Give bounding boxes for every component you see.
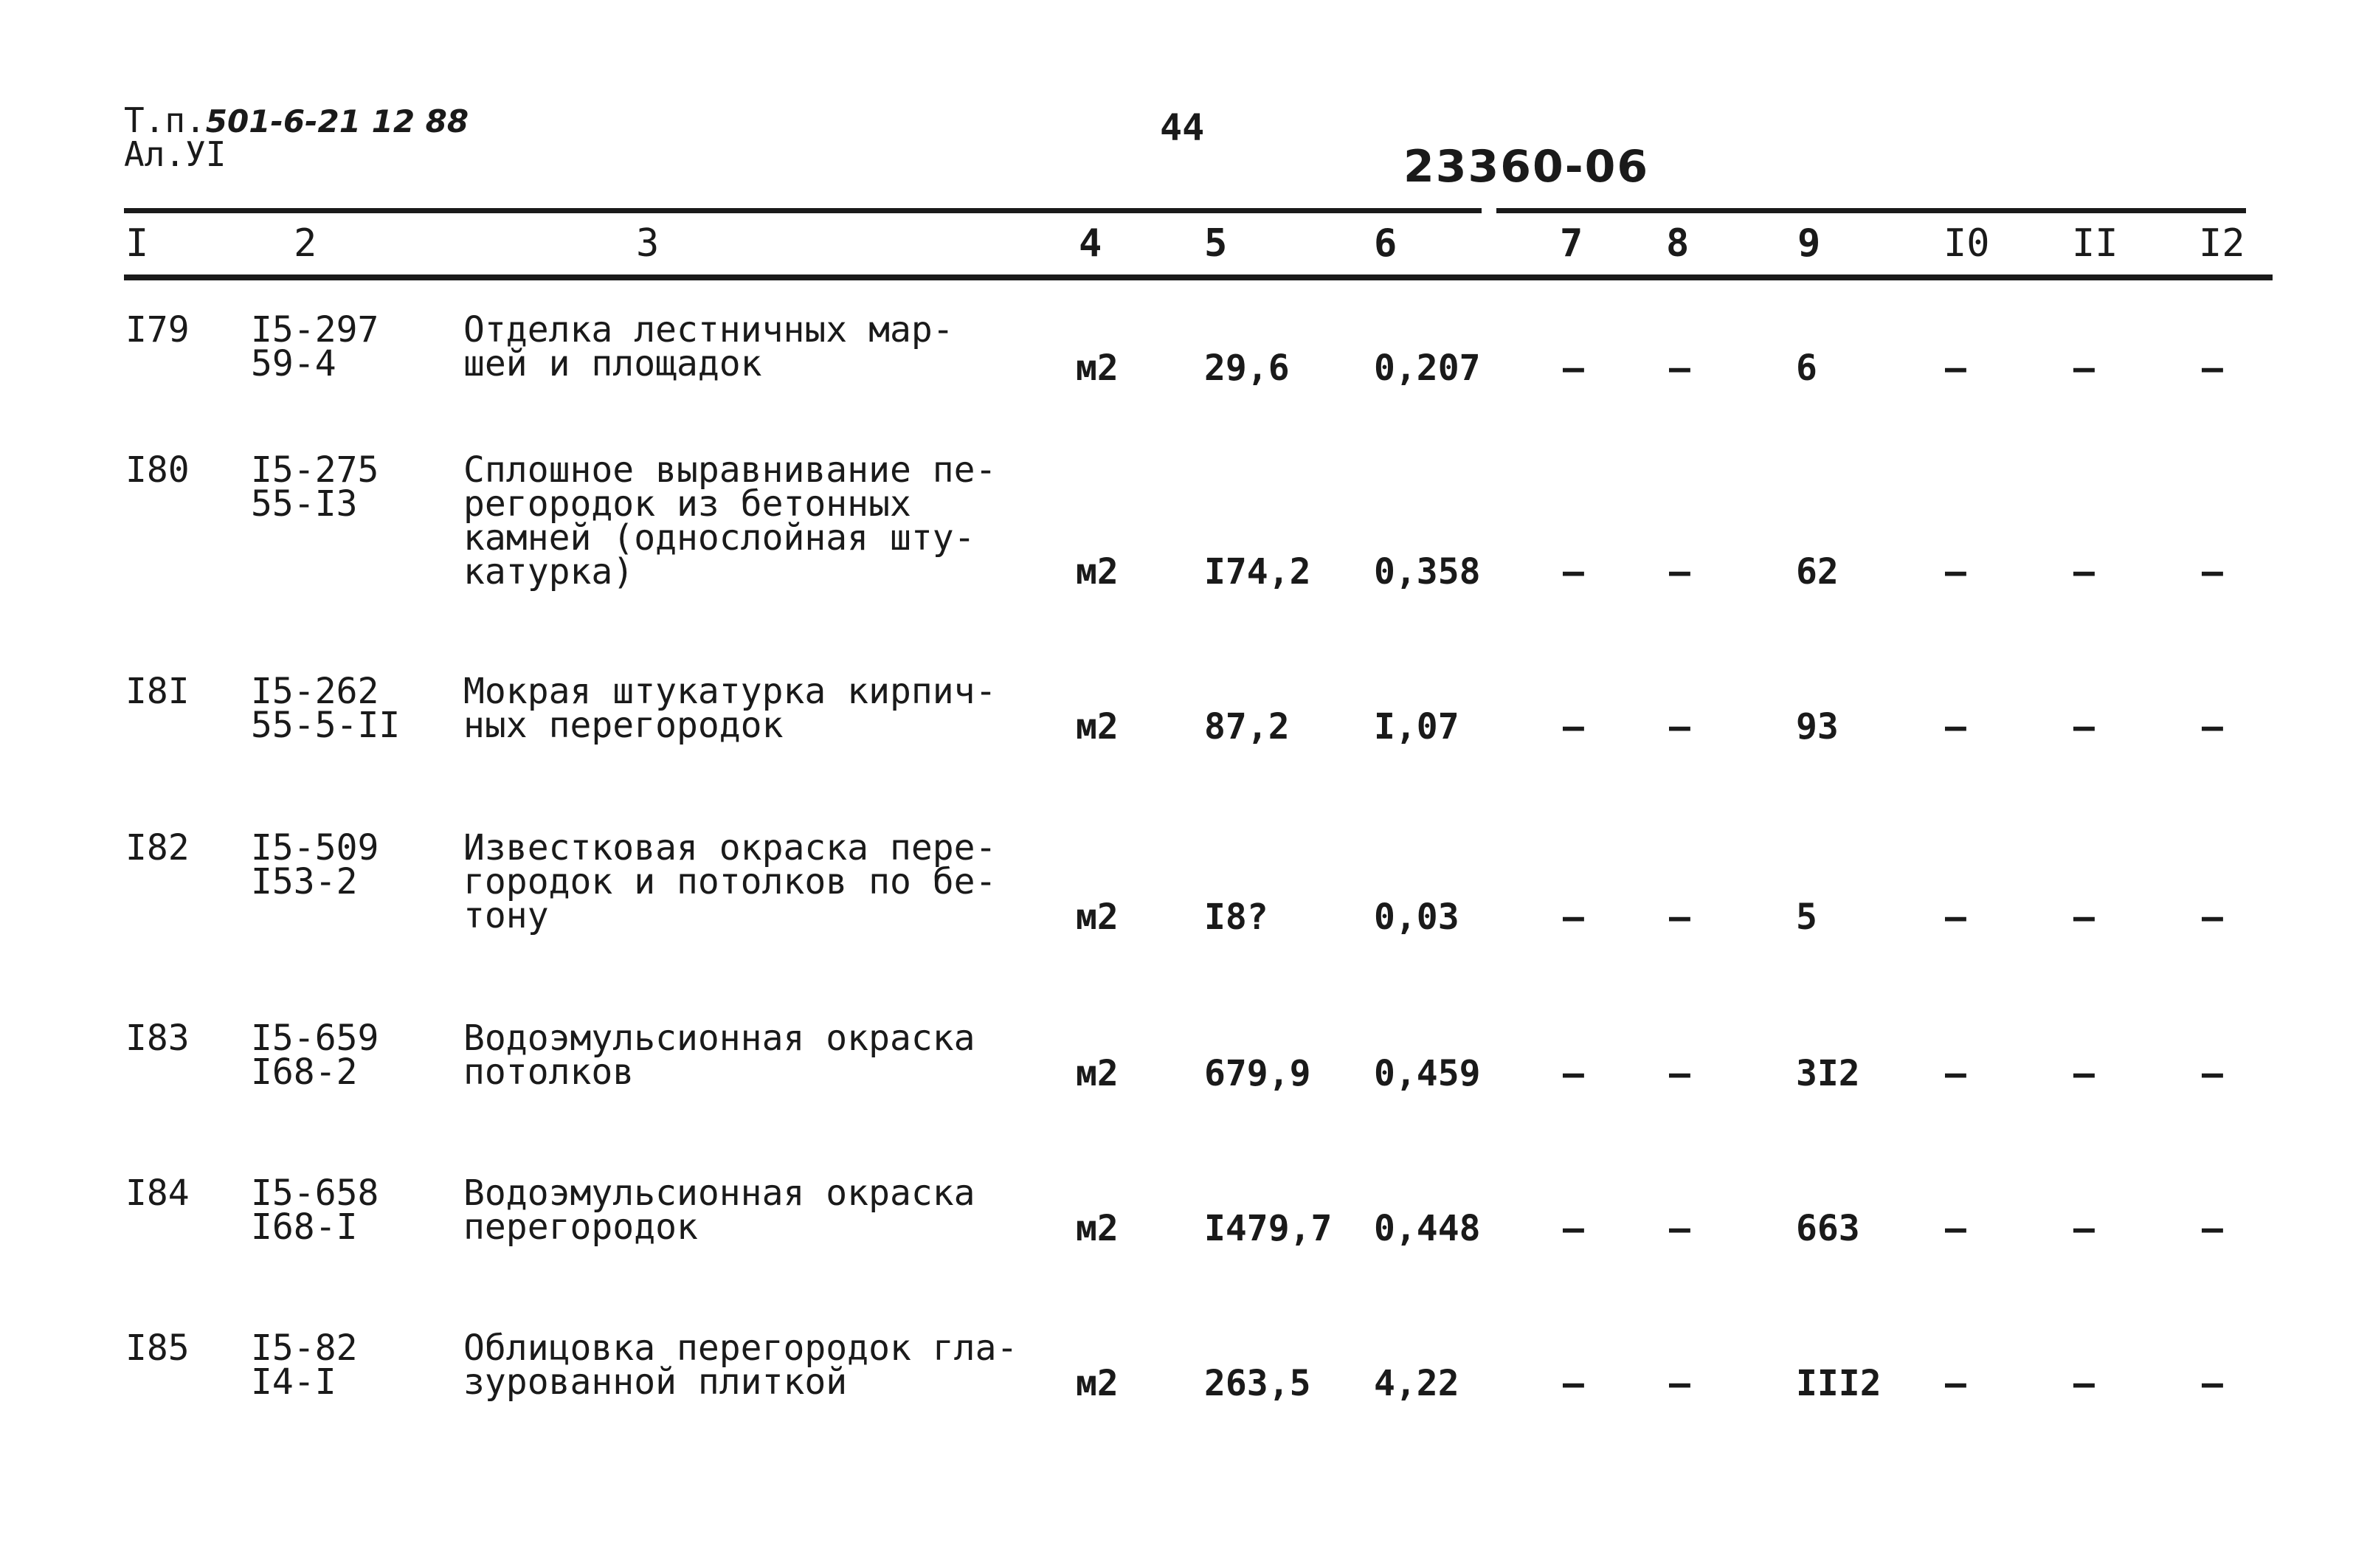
col12-value: – (2202, 1363, 2223, 1404)
col11-value: – (2073, 348, 2095, 389)
col9-value: 3I2 (1796, 1053, 1860, 1094)
col9-value: 5 (1796, 897, 1817, 938)
rate-code: I5-275 (251, 449, 379, 491)
col7-value: – (1563, 1208, 1584, 1249)
page-number: 44 (1160, 106, 1205, 149)
project-reference-label: Т.п. (124, 100, 206, 140)
quantity: I74,2 (1204, 551, 1311, 593)
col9-value: 93 (1796, 706, 1839, 747)
quantity: I8? (1204, 897, 1268, 938)
col7-value: – (1563, 1363, 1584, 1404)
top-rule-right (1496, 208, 2246, 213)
rate: 0,448 (1374, 1208, 1481, 1249)
unit: м2 (1076, 1208, 1119, 1249)
column-header-2: 2 (294, 221, 317, 266)
rate-subcode: 55-I3 (251, 483, 358, 525)
rate-subcode: I68-I (251, 1206, 358, 1248)
quantity: I479,7 (1204, 1208, 1333, 1249)
col9-value: 663 (1796, 1208, 1860, 1249)
col11-value: – (2073, 1208, 2095, 1249)
col9-value: III2 (1796, 1363, 1882, 1404)
quantity: 679,9 (1204, 1053, 1311, 1094)
column-header-8: 8 (1666, 221, 1690, 266)
column-header-9: 9 (1797, 221, 1821, 266)
top-rule-left (124, 208, 1482, 213)
column-header-1: I (125, 221, 149, 266)
column-header-5: 5 (1204, 221, 1228, 266)
unit: м2 (1076, 706, 1119, 747)
col10-value: – (1945, 1208, 1966, 1249)
col8-value: – (1669, 551, 1690, 593)
col10-value: – (1945, 706, 1966, 747)
row-number: I8I (125, 671, 190, 712)
quantity: 263,5 (1204, 1363, 1311, 1404)
rate-code: I5-658 (251, 1172, 379, 1214)
rate-subcode: 59-4 (251, 343, 336, 384)
rate-subcode: I53-2 (251, 861, 358, 902)
col7-value: – (1563, 551, 1584, 593)
rate-subcode: 55-5-II (251, 705, 401, 746)
work-description: Известковая окраска пере- городок и потолков по бе- тону (463, 827, 997, 936)
rate-code: I5-82 (251, 1327, 358, 1369)
quantity: 87,2 (1204, 706, 1290, 747)
col7-value: – (1563, 897, 1584, 938)
col12-value: – (2202, 706, 2223, 747)
rate: 0,358 (1374, 551, 1481, 593)
col9-value: 6 (1796, 348, 1817, 389)
col10-value: – (1945, 1053, 1966, 1094)
row-number: I83 (125, 1018, 190, 1059)
quantity: 29,6 (1204, 348, 1290, 389)
col10-value: – (1945, 897, 1966, 938)
col12-value: – (2202, 1053, 2223, 1094)
album-label: Ал.УI (124, 134, 227, 174)
unit: м2 (1076, 348, 1119, 389)
rate: 0,03 (1374, 897, 1459, 938)
work-description: Мокрая штукатурка кирпич- ных перегородок (463, 671, 997, 746)
col7-value: – (1563, 348, 1584, 389)
col11-value: – (2073, 551, 2095, 593)
col12-value: – (2202, 897, 2223, 938)
column-header-6: 6 (1374, 221, 1397, 266)
rate: 0,459 (1374, 1053, 1481, 1094)
column-header-12: I2 (2199, 221, 2245, 266)
col10-value: – (1945, 348, 1966, 389)
project-reference-number: 501-6-21 12 88 (205, 103, 469, 139)
work-description: Сплошное выравнивание пе- регородок из бетонных камней (однослойная шту- катурка) (463, 449, 997, 593)
col12-value: – (2202, 1208, 2223, 1249)
header-rule (124, 274, 2273, 280)
row-number: I82 (125, 827, 190, 868)
col12-value: – (2202, 551, 2223, 593)
col8-value: – (1669, 348, 1690, 389)
col12-value: – (2202, 348, 2223, 389)
work-description: Водоэмульсионная окраска потолков (463, 1018, 975, 1093)
column-header-7: 7 (1560, 221, 1583, 266)
column-header-3: 3 (636, 221, 660, 266)
col10-value: – (1945, 1363, 1966, 1404)
unit: м2 (1076, 897, 1119, 938)
column-header-10: I0 (1943, 221, 1990, 266)
rate-code: I5-509 (251, 827, 379, 868)
col9-value: 62 (1796, 551, 1839, 593)
rate-subcode: I4-I (251, 1361, 336, 1403)
col8-value: – (1669, 897, 1690, 938)
unit: м2 (1076, 1363, 1119, 1404)
rate-subcode: I68-2 (251, 1051, 358, 1093)
col10-value: – (1945, 551, 1966, 593)
rate: 0,207 (1374, 348, 1481, 389)
row-number: I85 (125, 1327, 190, 1369)
col7-value: – (1563, 706, 1584, 747)
rate: 4,22 (1374, 1363, 1459, 1404)
rate-code: I5-297 (251, 309, 379, 350)
project-reference (124, 100, 469, 140)
unit: м2 (1076, 551, 1119, 593)
col8-value: – (1669, 706, 1690, 747)
column-header-11: II (2072, 221, 2118, 266)
col7-value: – (1563, 1053, 1584, 1094)
row-number: I80 (125, 449, 190, 491)
work-description: Отделка лестничных мар- шей и площадок (463, 309, 954, 384)
column-header-4: 4 (1079, 221, 1102, 266)
document-number: 23360-06 (1403, 141, 1650, 193)
col11-value: – (2073, 897, 2095, 938)
col8-value: – (1669, 1053, 1690, 1094)
row-number: I84 (125, 1172, 190, 1214)
col8-value: – (1669, 1363, 1690, 1404)
unit: м2 (1076, 1053, 1119, 1094)
col11-value: – (2073, 706, 2095, 747)
col11-value: – (2073, 1053, 2095, 1094)
work-description: Облицовка перегородок гла- зурованной плиткой (463, 1327, 1018, 1403)
rate: I,07 (1374, 706, 1459, 747)
work-description: Водоэмульсионная окраска перегородок (463, 1172, 975, 1248)
rate-code: I5-659 (251, 1018, 379, 1059)
row-number: I79 (125, 309, 190, 350)
col8-value: – (1669, 1208, 1690, 1249)
col11-value: – (2073, 1363, 2095, 1404)
rate-code: I5-262 (251, 671, 379, 712)
